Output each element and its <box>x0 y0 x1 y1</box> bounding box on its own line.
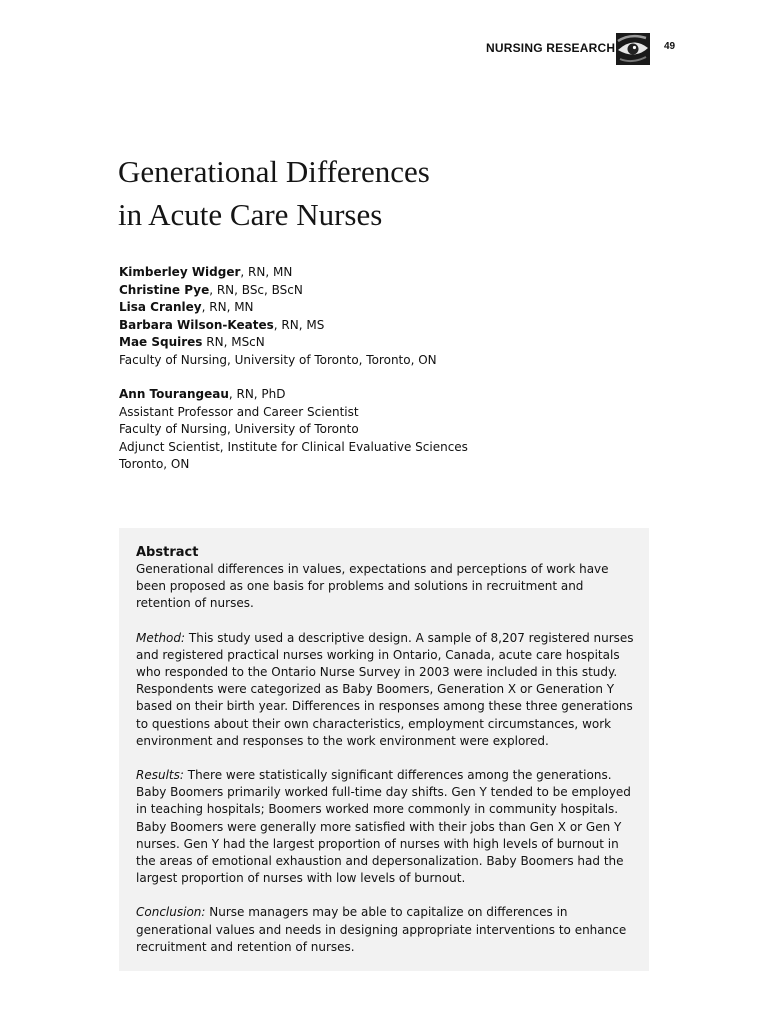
author-entry <box>119 264 437 282</box>
affiliation-line: Adjunct Scientist, Institute for Clinical Evaluative Sciences <box>119 439 468 454</box>
author-credentials: , RN, BSc, BScN <box>209 282 303 297</box>
affiliation-line: Faculty of Nursing, University of Toronto <box>119 422 359 437</box>
page-number: 49 <box>664 41 676 52</box>
affiliation: Faculty of Nursing, University of Toronto, Toronto, ON <box>119 352 437 367</box>
author-entry <box>119 386 468 404</box>
abstract-conclusion <box>136 904 636 956</box>
author-list <box>119 264 437 370</box>
abstract-results <box>136 767 636 887</box>
title-line-1: Generational Differences <box>118 154 430 189</box>
author-credentials: , RN, MN <box>240 265 293 279</box>
conclusion-text: Nurse managers may be able to capitalize on differences in generational values and needs in designing appropriate interventions to enhance recruitment and retention of nurses. <box>136 905 627 954</box>
author-entry <box>119 282 437 300</box>
author-entry <box>119 334 437 352</box>
running-header <box>486 33 686 63</box>
abstract-method <box>136 630 636 750</box>
author-name: Ann Tourangeau <box>119 387 229 401</box>
affiliation-line: Toronto, ON <box>119 457 190 472</box>
abstract-box <box>119 528 649 971</box>
results-text: There were statistically significant differences among the generations. Baby Boomers primarily worked full-time day shifts. Gen Y tended to be employed in teaching hospitals; Boomers worked more commonly in community hospitals. Baby Boomers were generally more satisfied with their jobs than Gen X or Gen Y nurses. Gen Y had the largest proportion of nurses with high levels of burnout in the areas of emotional exhaustion and depersonalization. Baby Boomers had the largest proportion of nurses with low levels of burnout. <box>136 768 631 886</box>
journal-name: NURSING RESEARCH <box>486 41 616 55</box>
author-name: Lisa Cranley <box>119 300 202 315</box>
author-credentials: , RN, MS <box>273 317 325 332</box>
title-line-2: in Acute Care Nurses <box>118 197 383 232</box>
author-entry <box>119 299 437 317</box>
abstract-heading: Abstract <box>136 545 199 560</box>
author-name: Mae Squires <box>119 335 203 350</box>
eye-icon <box>616 33 650 65</box>
author-name: Barbara Wilson-Keates <box>119 317 274 332</box>
author-name: Kimberley Widger <box>119 265 241 279</box>
conclusion-label: Conclusion: <box>136 905 206 920</box>
method-text: This study used a descriptive design. A sample of 8,207 registered nurses and registered practical nurses working in Ontario, Canada, acute care hospitals who responded to the Ontario Nurse Survey in 2003 were included in this study. Respondents were categorized as Baby Boomers, Generation X or Generation Y based on their birth year. Differences in responses among these three generations to questions about their own characteristics, employment circumstances, work environment and responses to the work environment were explored. <box>136 630 634 748</box>
method-label: Method: <box>136 630 186 645</box>
author-credentials: , RN, PhD <box>228 387 286 401</box>
author-credentials: , RN, MN <box>201 300 254 315</box>
abstract-intro: Generational differences in values, expectations and perceptions of work have been proposed as one basis for problems and solutions in recruitment and retention of nurses. <box>136 562 609 611</box>
author-entry <box>119 317 437 335</box>
author-name: Christine Pye <box>119 282 210 297</box>
article-title <box>118 150 430 236</box>
second-author-block <box>119 386 468 474</box>
affiliation-line: Assistant Professor and Career Scientist <box>119 404 359 419</box>
results-label: Results: <box>136 768 184 783</box>
author-credentials: RN, MScN <box>202 335 265 350</box>
